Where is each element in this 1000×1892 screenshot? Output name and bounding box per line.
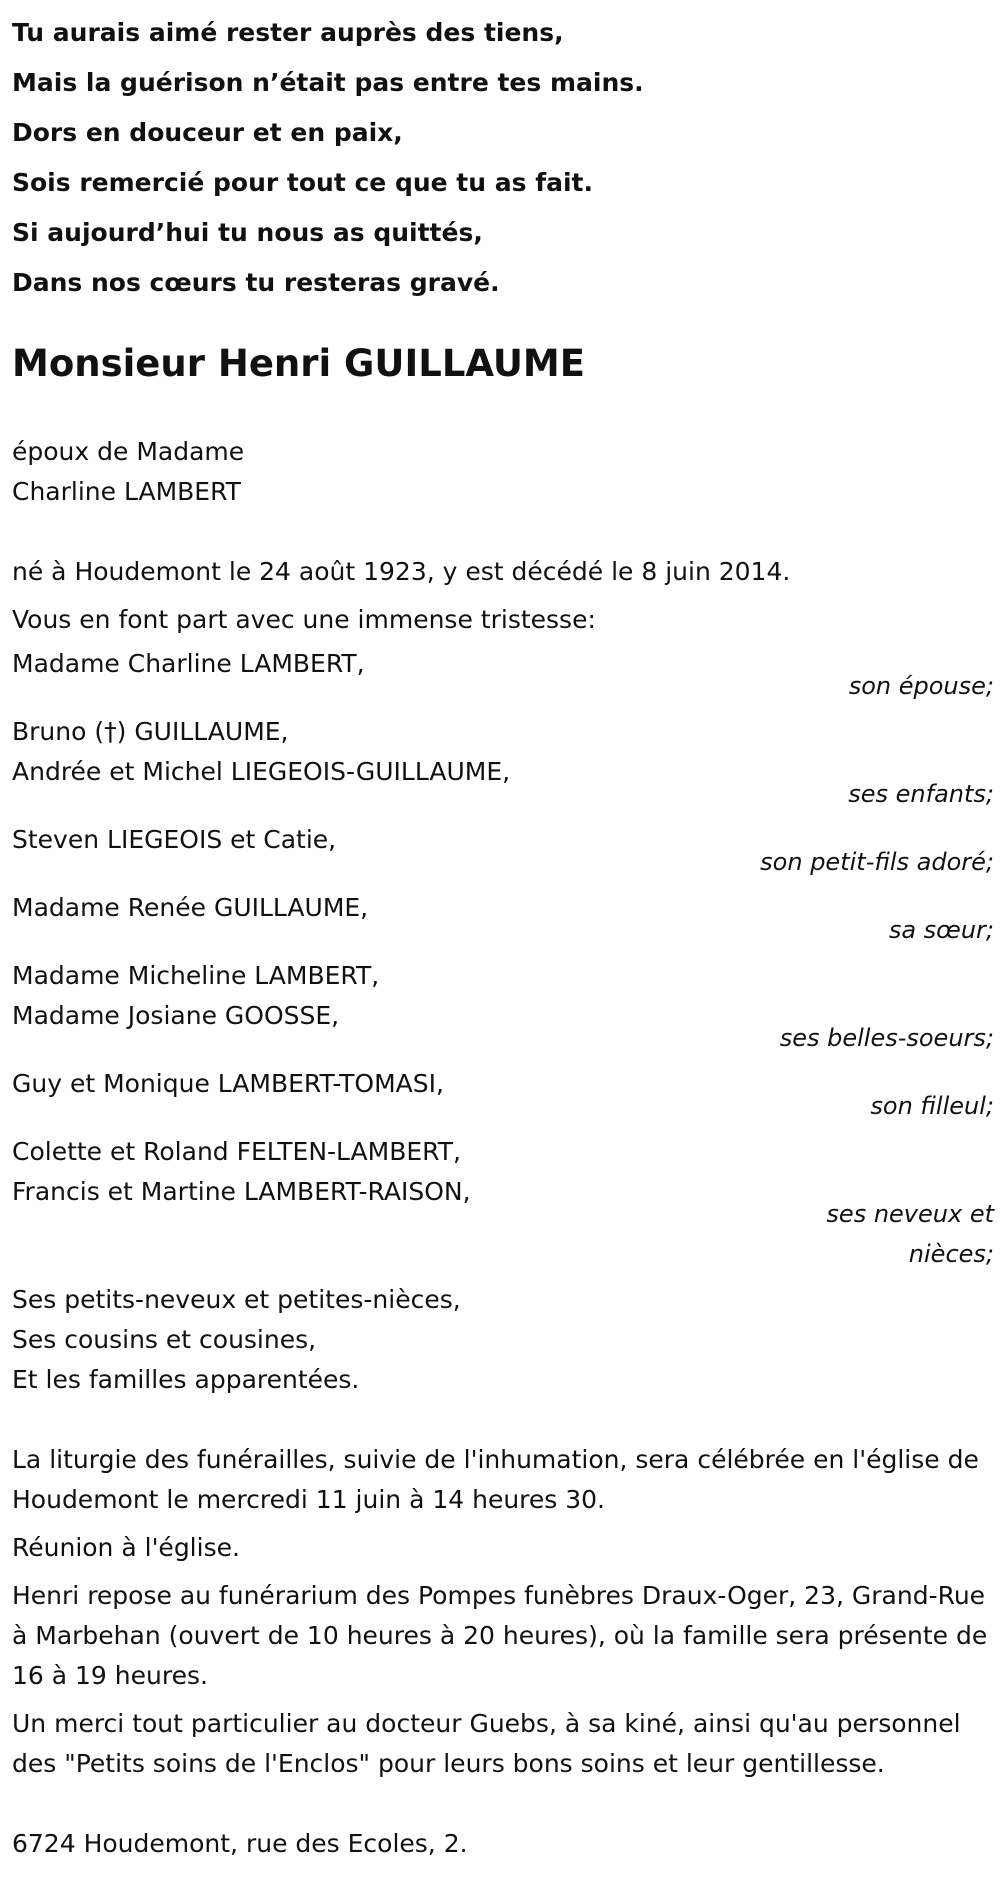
poem-line: Dans nos cœurs tu resteras gravé. xyxy=(12,268,500,297)
family-name: Colette et Roland FELTEN-LAMBERT, xyxy=(12,1137,461,1166)
family-name: Guy et Monique LAMBERT-TOMASI, xyxy=(12,1069,444,1098)
family-relation: son filleul; xyxy=(870,1092,994,1120)
liturgy-paragraph: La liturgie des funérailles, suivie de l'inhumation, sera célébrée en l'église de Houdemont le mercredi 11 juin à 14 heures 30. xyxy=(12,1445,979,1514)
reunion-paragraph: Réunion à l'église. xyxy=(12,1533,240,1562)
family-relation: ses belles-soeurs; xyxy=(779,1024,994,1052)
poem-line: Tu aurais aimé rester auprès des tiens, xyxy=(12,18,564,47)
other-relatives-line: Ses petits-neveux et petites-nièces, xyxy=(12,1285,461,1314)
family-name: Andrée et Michel LIEGEOIS-GUILLAUME, xyxy=(12,757,511,786)
family-name: Bruno (†) GUILLAUME, xyxy=(12,717,289,746)
spouse-block xyxy=(12,432,1000,512)
family-entry xyxy=(12,956,994,1058)
obituary-page xyxy=(0,8,1000,1892)
family-relation: sa sœur; xyxy=(888,916,994,944)
family-entry xyxy=(12,888,994,950)
repose-paragraph: Henri repose au funérarium des Pompes funèbres Draux-Oger, 23, Grand-Rue à Marbehan (ouvert de 10 heures à 20 heures), où la famille sera présente de 16 à 19 heures. xyxy=(12,1581,988,1690)
spouse-line: Charline LAMBERT xyxy=(12,477,241,506)
family-entry xyxy=(12,820,994,882)
family-name: Madame Josiane GOOSSE, xyxy=(12,1001,340,1030)
family-entry xyxy=(12,1132,994,1274)
birth-death-line: né à Houdemont le 24 août 1923, y est décédé le 8 juin 2014. xyxy=(12,557,791,586)
other-relatives-line: Ses cousins et cousines, xyxy=(12,1325,317,1354)
deceased-name: Monsieur Henri GUILLAUME xyxy=(12,342,586,385)
poem xyxy=(12,8,1000,308)
family-entry xyxy=(12,644,994,706)
thanks-paragraph: Un merci tout particulier au docteur Guebs, à sa kiné, ainsi qu'au personnel des "Petits soins de l'Enclos" pour leurs bons soins et leur gentillesse. xyxy=(12,1709,961,1778)
family-name: Steven LIEGEOIS et Catie, xyxy=(12,825,337,854)
poem-line: Dors en douceur et en paix, xyxy=(12,118,403,147)
family-relation: nièces; xyxy=(908,1240,994,1268)
family-name: Madame Charline LAMBERT, xyxy=(12,649,365,678)
family-name: Madame Micheline LAMBERT, xyxy=(12,961,380,990)
family-entry xyxy=(12,1064,994,1126)
family-relation: son petit-fils adoré; xyxy=(760,848,994,876)
spouse-line: époux de Madame xyxy=(12,437,245,466)
poem-line: Si aujourd’hui tu nous as quittés, xyxy=(12,218,483,247)
other-relatives xyxy=(12,1280,1000,1400)
family-relation: ses enfants; xyxy=(848,780,994,808)
poem-line: Mais la guérison n’était pas entre tes mains. xyxy=(12,68,644,97)
family-relation: son épouse; xyxy=(848,672,994,700)
poem-line: Sois remercié pour tout ce que tu as fait. xyxy=(12,168,593,197)
family-relation: ses neveux et xyxy=(826,1200,994,1228)
family-entry xyxy=(12,712,994,814)
family-name: Francis et Martine LAMBERT-RAISON, xyxy=(12,1177,471,1206)
family-name: Madame Renée GUILLAUME, xyxy=(12,893,369,922)
other-relatives-line: Et les familles apparentées. xyxy=(12,1365,360,1394)
announcement-line: Vous en font part avec une immense tristesse: xyxy=(12,605,596,634)
address-line: 6724 Houdemont, rue des Ecoles, 2. xyxy=(12,1829,468,1858)
